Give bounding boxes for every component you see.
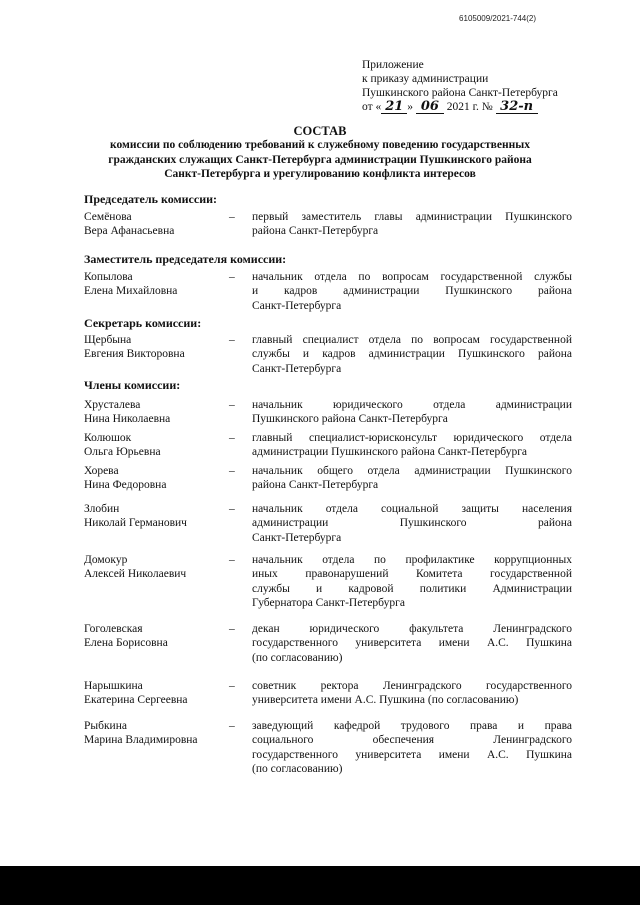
date-year: 2021 г. № [446,101,493,113]
member-name [84,679,224,708]
member-surname: Хорева [84,465,119,477]
appendix-line: Пушкинского района Санкт-Петербурга [362,87,558,99]
member-given-name: Евгения Викторовна [84,348,185,361]
member-position [252,431,572,460]
dash-separator: – [229,554,235,566]
member-surname: Рыбкина [84,720,127,732]
member-name [84,431,224,460]
member-name [84,398,224,427]
member-given-name: Вера Афанасьевна [84,225,175,238]
position-line: заведующий кафедрой трудового права и права [252,720,572,732]
member-surname: Семёнова [84,211,132,223]
position-line: (по согласованию) [252,651,343,664]
member-surname: Хрусталева [84,399,141,411]
member-position [252,270,572,313]
section-deputy: Заместитель председателя комиссии: [84,252,287,266]
member-surname: Домокур [84,554,128,566]
member-name [84,333,224,362]
subtitle-line: комиссии по соблюдению требований к служебному поведению государственных [110,139,530,151]
appendix-line: Приложение [362,59,424,71]
member-given-name: Николай Германович [84,517,187,530]
member-surname: Злобин [84,503,120,515]
position-line: государственного университета имени А.С. Пушкина [252,637,572,650]
dash-separator: – [229,465,235,477]
subtitle-line: гражданских служащих Санкт-Петербурга администрации Пушкинского района [108,153,532,166]
position-line: администрации Пушкинского района [252,517,572,530]
member-surname: Копылова [84,271,133,283]
member-surname: Нарышкина [84,680,143,692]
member-given-name: Елена Борисовна [84,637,168,650]
position-line: начальник отдела по профилактике коррупционных [252,554,572,566]
position-line: начальник отдела социальной защиты населения [252,503,572,515]
document-id: 6105009/2021-744(2) [459,14,536,23]
member-surname: Колюшок [84,432,132,444]
position-line: службы и кадровой политики Администрации [252,582,572,595]
date-mid: » [407,101,413,113]
dash-separator: – [229,399,235,411]
member-position [252,333,572,376]
member-name [84,464,224,493]
member-position [252,398,572,427]
member-name [84,622,224,651]
member-position [252,210,572,239]
dash-separator: – [229,211,235,223]
dash-separator: – [229,680,235,692]
position-line: социального обеспечения Ленинградского [252,734,572,747]
scan-border [0,866,640,905]
member-surname: Гоголевская [84,623,143,635]
member-given-name: Нина Федоровна [84,479,167,492]
member-given-name: Алексей Николаевич [84,568,187,581]
position-line: университета имени А.С. Пушкина (по согласованию) [252,694,519,707]
appendix-date-line [362,100,558,114]
position-line: советник ректора Ленинградского государственного [252,680,572,692]
member-surname: Щербына [84,334,132,346]
member-position [252,464,572,493]
position-line: Санкт-Петербурга [252,299,342,312]
date-prefix: от « [362,101,382,113]
dash-separator: – [229,720,235,732]
section-chair: Председатель комиссии: [84,192,218,206]
position-line: (по согласованию) [252,762,343,775]
member-name [84,210,224,239]
section-members: Члены комиссии: [84,378,181,392]
dash-separator: – [229,271,235,283]
position-line: главный специалист отдела по вопросам государственной [252,334,572,346]
dash-separator: – [229,432,235,444]
member-given-name: Марина Владимировна [84,734,198,747]
member-position [252,553,572,610]
member-given-name: Екатерина Сергеевна [84,694,188,707]
member-position [252,719,572,776]
dash-separator: – [229,623,235,635]
member-given-name: Елена Михайловна [84,285,178,298]
position-line: Пушкинского района Санкт-Петербурга [252,413,448,426]
handwritten-day: 21 [381,101,407,114]
member-position [252,502,572,545]
position-line: декан юридического факультета Ленинградского [252,623,572,635]
section-secretary: Секретарь комиссии: [84,316,202,330]
member-given-name: Ольга Юрьевна [84,446,161,459]
position-line: Санкт-Петербурга [252,362,342,375]
position-line: первый заместитель главы администрации Пушкинского [252,211,572,223]
handwritten-month: 06 [416,101,444,114]
appendix-line: к приказу администрации [362,73,489,85]
member-position [252,622,572,665]
position-line: иных правонарушений Комитета государственной [252,568,572,581]
handwritten-order-number: 32-п [496,101,538,114]
member-given-name: Нина Николаевна [84,413,171,426]
document-title: СОСТАВ [293,124,347,138]
position-line: Санкт-Петербурга [252,531,342,544]
dash-separator: – [229,503,235,515]
position-line: государственного университета имени А.С. Пушкина [252,748,572,761]
member-name [84,502,224,531]
dash-separator: – [229,334,235,346]
position-line: района Санкт-Петербурга [252,225,379,238]
appendix-block [362,58,558,114]
position-line: и кадров администрации Пушкинского района [252,285,572,298]
subtitle-line: Санкт-Петербурга и урегулированию конфликта интересов [164,168,476,180]
position-line: начальник юридического отдела администрации [252,399,572,411]
position-line: начальник отдела по вопросам государственной службы [252,271,572,283]
position-line: района Санкт-Петербурга [252,479,379,492]
member-name [84,553,224,582]
member-name [84,719,224,748]
position-line: Губернатора Санкт-Петербурга [252,596,405,609]
position-line: службы и кадров администрации Пушкинского района [252,348,572,361]
position-line: главный специалист-юрисконсульт юридического отдела [252,432,572,444]
member-name [84,270,224,299]
member-position [252,679,572,708]
position-line: администрации Пушкинского района Санкт-Петербурга [252,446,528,459]
document-subtitle [0,138,640,182]
position-line: начальник общего отдела администрации Пушкинского [252,465,572,477]
